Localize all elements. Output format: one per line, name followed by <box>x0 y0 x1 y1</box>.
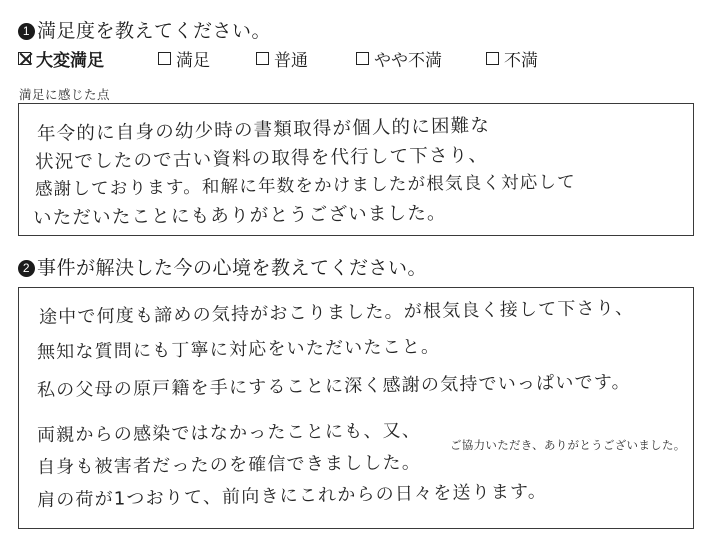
question-1-sub-label: 満足に感じた点 <box>19 88 111 102</box>
choice-somewhat-dissatisfied[interactable] <box>356 46 486 71</box>
choice-label: 不満 <box>504 51 538 70</box>
checkbox-icon[interactable] <box>256 52 269 65</box>
choice-dissatisfied[interactable] <box>486 46 576 71</box>
question-2-heading <box>18 253 427 280</box>
choice-label: 満足 <box>176 51 210 70</box>
question-2-number: 2 <box>18 260 35 277</box>
checkbox-icon[interactable] <box>486 52 499 65</box>
question-1-number: 1 <box>18 23 35 40</box>
handwriting-line: 年令的に自身の幼少時の書類取得が個人的に困難な <box>36 115 491 145</box>
footer-note: ご協力いただき、ありがとうございました。 <box>450 440 686 452</box>
checkbox-icon[interactable] <box>158 52 171 65</box>
answer-box-2[interactable] <box>18 287 694 529</box>
answer-box-1[interactable] <box>18 103 694 236</box>
handwriting-line: 肩の荷が1つおりて、前向きにこれからの日々を送ります。 <box>36 481 548 511</box>
choice-satisfied[interactable] <box>158 46 256 71</box>
question-1-text: 満足度を教えてください。 <box>37 21 272 42</box>
choice-label: 大変満足 <box>36 51 104 70</box>
choice-very-satisfied[interactable] <box>18 46 158 71</box>
handwriting-line: 感謝しております。和解に年数をかけましたが根気良く対応して <box>34 172 577 200</box>
handwriting-line: 状況でしたので古い資料の取得を代行して下さり、 <box>34 144 489 173</box>
choice-label: やや不満 <box>374 51 442 70</box>
choice-label: 普通 <box>274 51 308 70</box>
handwriting-line: 無知な質問にも丁寧に対応をいただいたこと。 <box>36 336 441 363</box>
handwriting-line: 自身も被害者だったのを確信できましした。 <box>36 452 422 478</box>
handwriting-line: 途中で何度も諦めの気持がおこりました。が根気良く接して下さり、 <box>38 297 635 328</box>
handwriting-line: 私の父母の原戸籍を手にすることに深く感謝の気持でいっぱいです。 <box>36 371 631 401</box>
question-1-heading <box>18 16 271 43</box>
satisfaction-choice-group <box>18 46 694 71</box>
checkbox-icon[interactable] <box>356 52 369 65</box>
choice-neutral[interactable] <box>256 46 356 71</box>
question-2-text: 事件が解決した今の心境を教えてください。 <box>37 258 428 279</box>
handwriting-line: 両親からの感染ではなかったことにも、又、 <box>36 420 422 446</box>
handwriting-line: いただいたことにもありがとうございました。 <box>32 202 447 229</box>
checkbox-icon[interactable] <box>18 52 31 65</box>
